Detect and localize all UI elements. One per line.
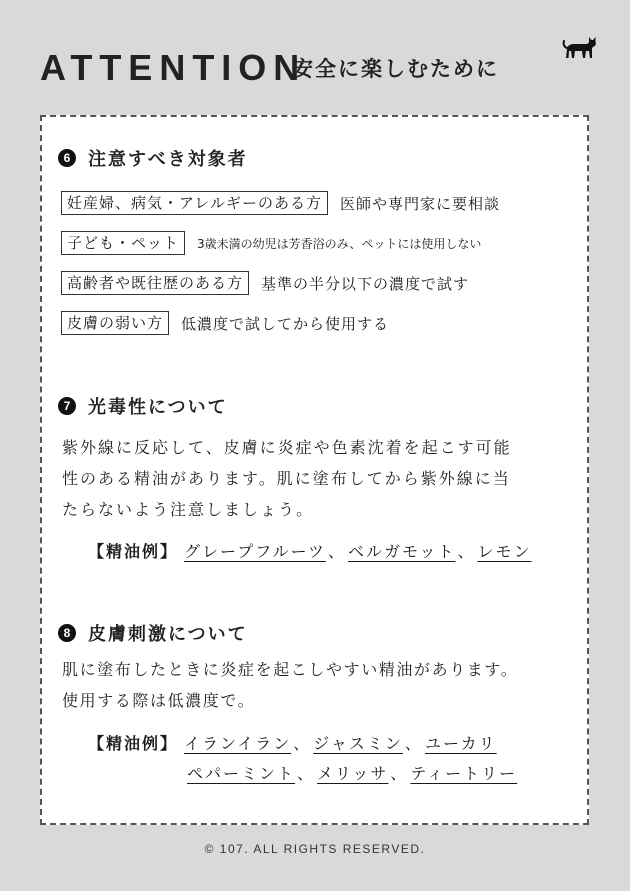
section-title: 皮膚刺激について	[88, 624, 248, 645]
separator: 、	[390, 763, 409, 783]
target-tag: 子ども・ペット	[61, 231, 185, 255]
target-desc: 3歳未満の幼児は芳香浴のみ、ペットには使用しない	[197, 236, 482, 251]
section-title: 光毒性について	[88, 397, 228, 418]
separator: 、	[297, 763, 316, 783]
example-item: レモン	[477, 541, 532, 561]
target-desc: 基準の半分以下の濃度で試す	[261, 274, 470, 293]
target-row	[61, 311, 389, 335]
body-line: 紫外線に反応して、皮膚に炎症や色素沈着を起こす可能	[62, 438, 512, 457]
example-item: ジャスミン	[313, 733, 403, 753]
example-item: イランイラン	[184, 733, 292, 753]
separator: 、	[327, 541, 346, 561]
target-desc: 医師や専門家に要相談	[340, 194, 501, 213]
page-header	[40, 48, 600, 88]
number-badge: 8	[58, 624, 76, 642]
example-item: メリッサ	[317, 763, 389, 783]
target-row	[61, 271, 469, 295]
section-7-heading	[58, 394, 228, 418]
body-line: 性のある精油があります。肌に塗布してから紫外線に当	[62, 469, 511, 488]
number-badge: 6	[58, 149, 76, 167]
title-en: ATTENTION	[40, 47, 307, 88]
example-item: ベルガモット	[347, 541, 456, 561]
example-label: 【精油例】	[88, 541, 179, 561]
example-item: グレープフルーツ	[184, 541, 326, 561]
example-label: 【精油例】	[88, 733, 179, 753]
target-tag: 皮膚の弱い方	[61, 311, 169, 335]
separator: 、	[404, 733, 423, 753]
section-8-body	[62, 654, 590, 716]
section-7-examples	[88, 537, 532, 563]
section-6-heading	[58, 146, 248, 170]
section-title: 注意すべき対象者	[88, 149, 248, 170]
section-8-heading	[58, 621, 248, 645]
example-item: ユーカリ	[424, 733, 497, 753]
body-line: 使用する際は低濃度で。	[62, 691, 256, 710]
section-7-body	[62, 432, 582, 525]
separator: 、	[457, 541, 476, 561]
cat-icon	[562, 36, 598, 60]
target-tag: 妊産婦、病気・アレルギーのある方	[61, 191, 328, 215]
example-item: ペパーミント	[187, 763, 296, 783]
target-row	[61, 231, 481, 255]
target-tag: 高齢者や既往歴のある方	[61, 271, 249, 295]
number-badge: 7	[58, 397, 76, 415]
title-ja: 安全に楽しむために	[292, 57, 499, 81]
target-desc: 低濃度で試してから使用する	[181, 314, 390, 333]
attention-card	[40, 115, 589, 825]
body-line: たらないよう注意しましょう。	[62, 500, 315, 519]
copyright-footer: © 107. ALL RIGHTS RESERVED.	[204, 842, 426, 856]
section-8-examples	[88, 729, 497, 755]
section-8-examples-cont	[187, 759, 517, 785]
body-line: 肌に塗布したときに炎症を起こしやすい精油があります。	[62, 660, 519, 679]
example-item: ティートリー	[410, 763, 518, 783]
target-row	[61, 191, 500, 215]
separator: 、	[293, 733, 312, 753]
